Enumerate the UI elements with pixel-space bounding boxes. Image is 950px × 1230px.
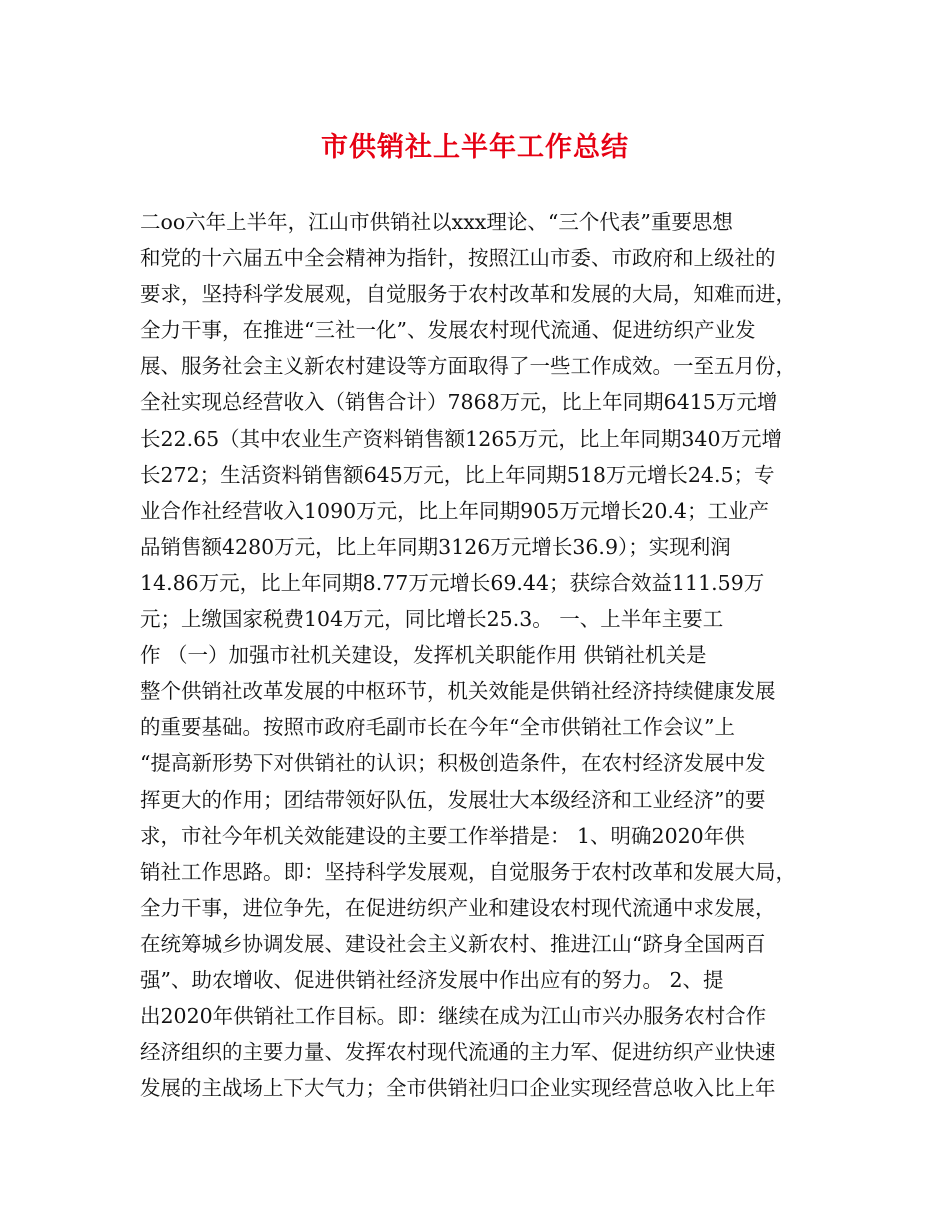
body-text-line: 全力干事，进位争先，在促进纺织产业和建设农村现代流通中求发展， <box>140 895 776 920</box>
body-text-line: 长272；生活资料销售额645万元，比上年同期518万元增长24.5；专 <box>140 462 775 487</box>
body-text-line: 经济组织的主要力量、发挥农村现代流通的主力军、促进纺织产业快速 <box>140 1040 776 1065</box>
body-text-line: 全社实现总经营收入（销售合计）7868万元，比上年同期6415万元增 <box>140 390 778 415</box>
body-text-line: 求，市社今年机关效能建设的主要工作举措是： 1、明确2020年供 <box>140 823 745 848</box>
body-text-line: 二oo六年上半年，江山市供销社以xxx理论、“三个代表”重要思想 <box>140 210 733 234</box>
body-text-line: 长22.65（其中农业生产资料销售额1265万元，比上年同期340万元增 <box>140 426 782 451</box>
body-text-line: 14.86万元，比上年同期8.77万元增长69.44；获综合效益111.59万 <box>140 570 765 595</box>
body-text-line: 品销售额4280万元，比上年同期3126万元增长36.9）；实现利润 <box>140 534 731 559</box>
body-text-line: 挥更大的作用；团结带领好队伍，发展壮大本级经济和工业经济”的要 <box>140 787 766 812</box>
body-text-line: 强”、助农增收、促进供销社经济发展中作出应有的努力。 2、提 <box>140 967 724 992</box>
body-text-line: 全力干事，在推进“三社一化”、发展农村现代流通、促进纺织产业发 <box>140 318 756 343</box>
body-text-line: 发展的主战场上下大气力；全市供销社归口企业实现经营总收入比上年 <box>140 1076 776 1101</box>
body-text-line: 的重要基础。按照市政府毛副市长在今年“全市供销社工作会议”上 <box>140 715 735 740</box>
body-text-line: “提高新形势下对供销社的认识；积极创造条件，在农村经济发展中发 <box>140 751 766 776</box>
body-text-line: 销社工作思路。即：坚持科学发展观，自觉服务于农村改革和发展大局， <box>140 859 796 884</box>
body-text-line: 元；上缴国家税费104万元，同比增长25.3。 一、上半年主要工 <box>140 607 724 632</box>
body-text-line: 要求，坚持科学发展观，自觉服务于农村改革和发展的大局，知难而进， <box>140 282 796 307</box>
document-body <box>140 204 820 1106</box>
document-title: 市供销社上半年工作总结 <box>321 132 629 163</box>
body-text-line: 业合作社经营收入1090万元，比上年同期905万元增长20.4；工业产 <box>140 498 769 523</box>
body-text-line: 和党的十六届五中全会精神为指针，按照江山市委、市政府和上级社的 <box>140 246 776 271</box>
body-text-line: 展、服务社会主义新农村建设等方面取得了一些工作成效。一至五月份， <box>140 354 796 379</box>
body-text-line: 在统筹城乡协调发展、建设社会主义新农村、推进江山“跻身全国两百 <box>140 931 766 956</box>
body-text-line: 出2020年供销社工作目标。即：继续在成为江山市兴办服务农村合作 <box>140 1004 767 1029</box>
body-text-line: 整个供销社改革发展的中枢环节，机关效能是供销社经济持续健康发展 <box>140 679 776 704</box>
body-text-line: 作 （一）加强市社机关建设，发挥机关职能作用 供销社机关是 <box>140 643 707 668</box>
